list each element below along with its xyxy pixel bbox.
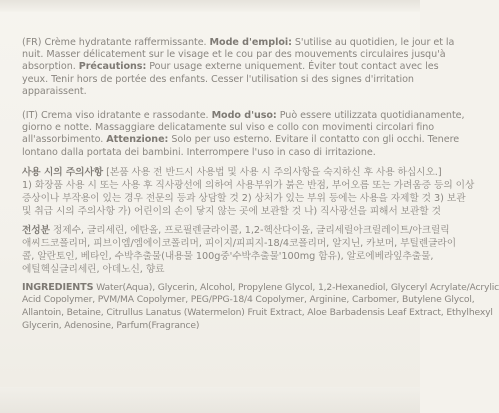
korean-ingredients-line-1 [22, 224, 450, 237]
ingredients-line-3: Allantoin, Betaine, Citrullus Lanatus (Watermelon) Fruit Extract, Aloe Barbadensis Leaf Extract, Ethylhexyl [22, 307, 493, 319]
body-text: 정제수, 글리세린, 에탄올, 프로필렌글라이콜, 1,2-헥산다이올, 글리세릴아크릴레이트/아크릴릭 [49, 224, 450, 236]
ingredients-line-4: Glycerin, Adenosine, Parfum(Fragrance) [22, 319, 200, 331]
body-text: 콜, 알란토인, 베타인, 수박추출물(내용물 100g중'수박추출물'100mg 함유), 알로에베라잎추출물, [22, 250, 434, 262]
body-text: all'assorbimento. [22, 134, 107, 146]
italian-instructions-line-1 [22, 110, 465, 122]
body-text: (FR) Crème hydratante raffermissante. [22, 37, 210, 48]
body-text: Può essere utilizzata quotidianamente, [276, 110, 465, 122]
korean-ingredients-line-3 [22, 250, 434, 263]
italian-instructions [22, 110, 465, 159]
french-instructions [22, 37, 455, 98]
ingredients-line-1: INGREDIENTS Water(Aqua), Glycerin, Alcohol, Propylene Glycol, 1,2-Hexanediol, Glyceryl Acrylate/Acrylic [22, 281, 499, 293]
bottom-shadow [0, 387, 420, 413]
french-instructions-line-1 [22, 37, 455, 49]
korean-precautions-line-2 [22, 179, 475, 192]
body-text: apparaissent. [22, 85, 87, 97]
korean-precautions-line-3 [22, 192, 466, 205]
body-text: yeux. Tenir hors de portée des enfants. Cesser l'utilisation si des signes d'irritation [22, 73, 414, 85]
french-instructions-line-5 [22, 86, 408, 98]
body-text: 1) 화장품 사용 시 또는 사용 후 직사광선에 의하여 사용부위가 붉은 반점, 부어오름 또는 가려움증 등의 이상 [22, 179, 475, 191]
body-text: 및 취급 시의 주의사항 가) 어린이의 손이 닿지 않는 곳에 보관할 것 나) 직사광선을 피해서 보관할 것 [22, 205, 441, 217]
bold-heading: Modo d'uso: [211, 110, 277, 122]
body-text: Solo per uso esterno. Evitare il contatto con gli occhi. Tenere [168, 134, 460, 146]
bold-heading: Attenzione: [106, 134, 169, 146]
body-text: lontano dalla portata dei bambini. Interrompere l'uso in caso di irritazione. [22, 146, 376, 158]
ingredients-list [22, 281, 499, 332]
body-text: [본품 사용 전 반드시 사용법 및 사용 시 주의사항을 숙지하신 후 사용 하십시오.] [103, 166, 442, 178]
body-text: nuit. Masser délicatement sur le visage et le cou par des mouvements circulaires jusqu'à [22, 49, 446, 61]
italian-instructions-line-2 [22, 122, 435, 134]
korean-precautions-line-1 [22, 166, 442, 179]
body-text: Pour usage externe uniquement. Éviter tout contact avec les [146, 61, 439, 73]
korean-ingredients-line-2 [22, 237, 457, 250]
french-instructions-line-4 [22, 73, 414, 86]
top-shadow [0, 0, 420, 12]
italian-instructions-line-4 [22, 147, 408, 159]
italian-instructions-line-3 [22, 134, 460, 146]
body-text: S'utilise au quotidien, le jour et la [291, 37, 455, 48]
korean-ingredients-line-4 [22, 263, 408, 276]
korean-ingredients [22, 224, 457, 276]
bold-heading: 전성분 [22, 224, 50, 236]
body-text: 에틸헥실글리세린, 아데노신, 향료 [22, 263, 165, 275]
body-text: (IT) Crema viso idratante e rassodante. [22, 110, 212, 122]
french-instructions-line-2 [22, 49, 446, 61]
korean-precautions [22, 166, 475, 218]
bold-heading: 사용 시의 주의사항 [22, 166, 104, 178]
body-text: 증상이나 부작용이 있는 경우 전문의 등과 상담할 것 2) 상처가 있는 부위 등에는 사용을 자제할 것 3) 보관 [22, 192, 466, 204]
bold-heading: Mode d'emploi: [209, 37, 292, 48]
body-text: 애씨드코폴리머, 피브이엠/엠에이코폴리머, 피이지/피피지-18/4코폴리머, 알지닌, 카보머, 부틸렌글라이 [22, 237, 457, 249]
french-instructions-line-3 [22, 61, 439, 73]
bold-heading: Précautions: [78, 61, 147, 73]
ingredients-heading: INGREDIENTS [22, 281, 94, 293]
ingredients-line-2: Acid Copolymer, PVM/MA Copolymer, PEG/PPG-18/4 Copolymer, Arginine, Carbomer, Butylene Glycol, [22, 294, 475, 306]
body-text: giorno e notte. Massaggiare delicatamente sul viso e collo con movimenti circolari fino [22, 122, 435, 134]
body-text: absorption. [22, 61, 79, 73]
korean-precautions-line-4 [22, 205, 441, 218]
